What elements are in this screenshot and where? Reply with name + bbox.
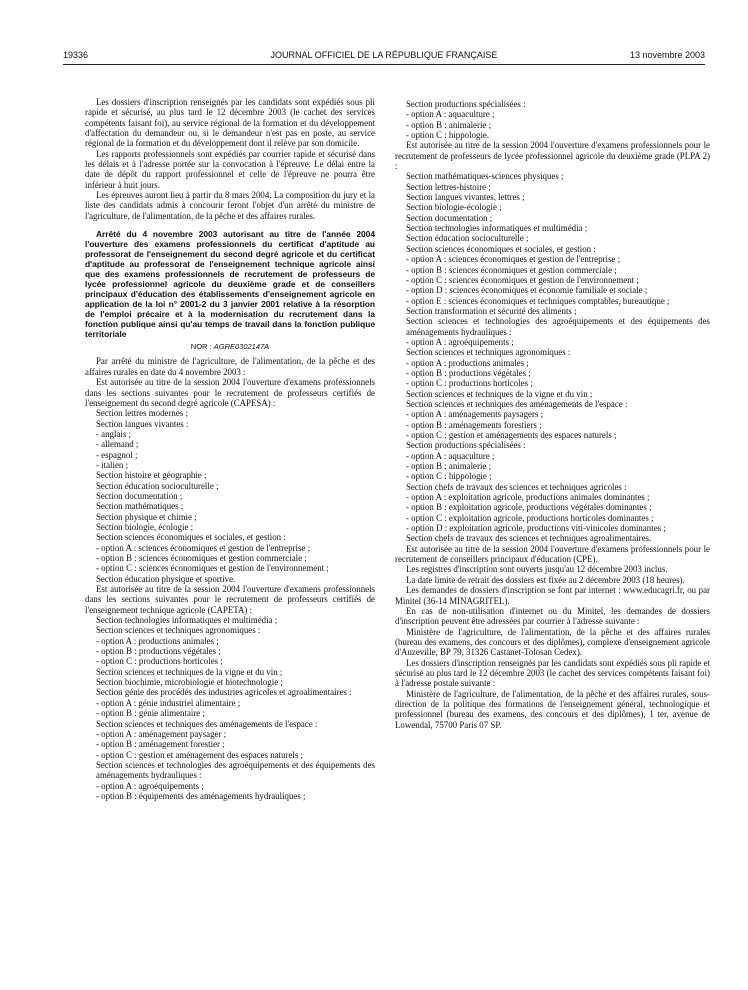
option-line: - option B : équipements des aménagements hydrauliques ; <box>96 790 306 801</box>
option-line: - option C : exploitation agricole, productions horticoles dominantes ; <box>406 512 654 523</box>
body-paragraph: Ministère de l'agriculture, de l'alimentation, de la pêche et des affaires rurales (bureau des examens, des concours et des diplômes), complexe d'enseignement agricole d'Auzeville, BP 79, 31326 Castanet-Tolosan Cedex). <box>395 626 710 658</box>
arrete-title: Arrêté du 4 novembre 2003 autorisant au titre de l'année 2004 l'ouverture des examens professionnels du certificat d'aptitude au professorat de l'enseignement du second degré agricole et du certificat d'aptitude au professorat de l'enseignement technique agricole ainsi que des examens professionnels de recrutement de professeurs de lycée professionnel agricole du deuxième grade et de conseillers principaux d'éducation des établissements d'enseignement agricole en application de la loi n° 2001-2 du 3 janvier 2001 relative à la résorption de l'emploi précaire et à la modernisation du recrutement dans la fonction publique ainsi qu'au temps de travail dans la fonction publique territoriale <box>85 229 375 340</box>
section-line: Section sciences et techniques des aménagements de l'espace : <box>96 718 318 729</box>
option-line: - option C : gestion et aménagement des espaces naturels ; <box>96 749 304 760</box>
option-line: - option A : exploitation agricole, productions animales dominantes ; <box>406 492 650 503</box>
section-line: Section sciences économiques et sociales, et gestion : <box>406 243 596 254</box>
section-line: Section mathématiques ; <box>96 501 184 512</box>
option-line: - option C : gestion et aménagements des espaces naturels ; <box>406 430 617 440</box>
option-line: - option B : animalerie ; <box>406 119 492 130</box>
body-paragraph: Est autorisée au titre de la session 2004 l'ouverture d'examens professionnels dans les sections suivantes pour le recrutement de professeurs certifiés de l'enseignement technique agricole (CAPETA) : <box>85 584 375 615</box>
section-line: Section éducation socioculturelle ; <box>96 480 219 491</box>
section-line: Section productions spécialisées : <box>406 440 526 451</box>
section-line: Section sciences et technologies des agroéquipements et des équipements des aménagements hydrauliques : <box>406 316 710 337</box>
section-line: Section sciences et techniques agronomiques : <box>96 625 261 636</box>
option-line: - option A : sciences économiques et gestion de l'entreprise ; <box>406 254 621 265</box>
body-paragraph: Ministère de l'agriculture, de l'alimentation, de la pêche et des affaires rurales, sous-direction de la politique des formations de l'enseignement général, technologique et professionnel (bureau des examens, des concours et des diplômes), 1 ter, avenue de Lowendal, 75700 Paris 07 SP. <box>395 688 710 730</box>
section-line: Section langues vivantes : <box>96 418 189 429</box>
option-line: - option B : productions végétales ; <box>406 367 531 378</box>
section-line: Section technologies informatiques et multimédia ; <box>406 223 588 234</box>
option-line: - option B : aménagements forestiers ; <box>406 419 542 430</box>
option-line: - option A : aménagements paysagers ; <box>406 409 544 420</box>
nor-reference <box>85 342 375 352</box>
option-line: - option B : animalerie ; <box>406 461 492 472</box>
issue-date: 13 novembre 2003 <box>629 50 705 60</box>
spacer <box>85 221 375 229</box>
body-paragraph: Est autorisée au titre de la session 2004 l'ouverture d'examens professionnels pour le recrutement de conseillers principaux d'éducation (CPE). <box>395 543 710 565</box>
option-line: - option B : aménagement forestier ; <box>96 739 225 750</box>
section-line: Section histoire et géographie ; <box>96 470 207 481</box>
section-line: Section chefs de travaux des sciences et techniques agroalimentaires. <box>406 533 652 544</box>
section-line: Section sciences économiques et sociales, et gestion : <box>96 532 286 543</box>
option-line: - option C : productions horticoles ; <box>406 378 533 389</box>
option-line: - option A : génie industriel alimentaire ; <box>96 697 241 708</box>
left-column <box>85 97 375 801</box>
nor-code: AGRE0302147A <box>213 342 270 352</box>
option-line: - option D : exploitation agricole, productions viti-vinicoles dominantes ; <box>406 523 666 534</box>
option-line: - option C : hippologie ; <box>406 471 492 482</box>
journal-title: JOURNAL OFFICIEL DE LA RÉPUBLIQUE FRANÇAISE <box>270 50 498 60</box>
intro-paragraph: Les rapports professionnels sont expédiés par courrier rapide et sécurisé dans les délais et à l'adresse portée sur la convocation à l'épreuve. Le délai entre la date de dépôt du rapport professionnel et celle de l'épreuve ne pourra être inférieur à huit jours. <box>85 148 375 190</box>
option-line: - option B : sciences économiques et gestion commerciale ; <box>96 553 307 563</box>
page-header <box>63 50 705 64</box>
section-line: Section chefs de travaux des sciences et techniques agricoles : <box>406 481 627 492</box>
body-paragraph: Les registres d'inscription sont ouverts jusqu'au 12 décembre 2003 inclus. <box>406 564 668 575</box>
option-line: - option E : sciences économiques et techniques comptables, bureautique ; <box>406 295 670 306</box>
section-line: Section sciences et technologies des agroéquipements et des équipements des aménagements hydrauliques : <box>96 759 375 781</box>
section-line: Section langues vivantes, lettres ; <box>406 192 525 203</box>
option-line: - option C : hippologie. <box>406 130 490 141</box>
option-line: - option C : productions horticoles ; <box>96 656 223 667</box>
left-body <box>85 356 375 801</box>
option-line: - option A : aquaculture ; <box>406 109 495 120</box>
option-line: - option A : aquaculture ; <box>406 450 495 461</box>
body-paragraph: Est autorisée au titre de la session 2004 l'ouverture d'examens professionnels pour le recrutement de professeurs de lycée professionnel agricole du deuxième grade (PLPA 2) : <box>395 140 710 172</box>
section-line: Section transformation et sécurité des aliments ; <box>406 305 577 316</box>
intro-paragraph: Les dossiers d'inscription renseignés par les candidats sont expédiés sous pli rapide et sécurisé, au plus tard le 12 décembre 2003 (le cachet des services compétents faisant foi), au service régional de la formation et du développement d'affectation du demandeur ou, si le demandeur n'est pas en poste, au service régional de la formation et du développement dont il relève par son domicile. <box>85 97 375 149</box>
option-line: - option A : agroéquipements ; <box>406 336 514 347</box>
section-line: Section mathématiques-sciences physiques ; <box>406 171 564 182</box>
option-line: - italien ; <box>96 459 129 470</box>
option-line: - option B : sciences économiques et gestion commerciale ; <box>406 264 617 275</box>
option-line: - option A : productions animales ; <box>406 357 529 368</box>
body-paragraph: Les demandes de dossiers d'inscription se font par internet : www.educagri.fr, ou par Minitel (36-14 MINAGRITEL). <box>395 585 710 606</box>
option-line: - allemand ; <box>96 439 139 450</box>
option-line: - option A : productions animales ; <box>96 635 219 646</box>
section-line: Section sciences et techniques de la vigne et du vin ; <box>406 388 593 399</box>
section-line: Section productions spécialisées : <box>406 99 526 109</box>
option-line: - option C : sciences économiques et gestion de l'environnement ; <box>96 563 329 574</box>
header-rule <box>63 64 705 65</box>
body-paragraph: La date limite de retrait des dossiers est fixée au 2 décembre 2003 (18 heures). <box>406 574 685 585</box>
option-line: - option B : génie alimentaire ; <box>96 708 205 719</box>
option-line: - option A : aménagement paysager ; <box>96 728 227 739</box>
option-line: - option D : sciences économiques et économie familiale et sociale ; <box>406 285 648 296</box>
section-line: Section physique et chimie ; <box>96 511 197 522</box>
option-line: - option C : sciences économiques et gestion de l'environnement ; <box>406 274 639 285</box>
option-line: - option B : productions végétales ; <box>96 646 221 657</box>
section-line: Section lettres-histoire ; <box>406 181 491 192</box>
nor-label: NOR : <box>190 342 212 352</box>
section-line: Section sciences et techniques agronomiques : <box>406 347 571 358</box>
page-number: 19336 <box>63 50 89 60</box>
body-paragraph: Est autorisée au titre de la session 2004 l'ouverture d'examens professionnels dans les sections suivantes pour le recrutement de professeurs certifiés de l'enseignement du second degré agricole (CAPESA) : <box>85 377 375 408</box>
section-line: Section éducation physique et sportive. <box>96 573 236 584</box>
section-line: Section technologies informatiques et multimédia ; <box>96 615 278 626</box>
body-paragraph: En cas de non-utilisation d'internet ou du Minitel, les demandes de dossiers d'inscription peuvent être adressées par courrier à l'adresse suivante : <box>395 605 710 627</box>
section-line: Section documentation ; <box>406 212 493 223</box>
section-line: Section biochimie, microbiologie et biotechnologie ; <box>96 677 283 688</box>
intro-paragraph: Les épreuves auront lieu à partir du 8 mars 2004. La composition du jury et la liste des candidats admis à concourir feront l'objet d'un arrêté du ministre de l'agriculture, de l'alimentation, de la pêche et des affaires rurales. <box>85 190 375 221</box>
section-line: Section génie des procédés des industries agricoles et agroalimentaires : <box>96 687 352 698</box>
option-line: - option B : exploitation agricole, productions végétales dominantes ; <box>406 502 652 513</box>
option-line: - option A : sciences économiques et gestion de l'entreprise ; <box>96 542 311 553</box>
section-line: Section lettres modernes ; <box>96 408 188 419</box>
option-line: - anglais ; <box>96 428 131 439</box>
option-line: - espagnol ; <box>96 449 138 460</box>
section-line: Section éducation socioculturelle ; <box>406 233 529 244</box>
body-paragraph: Par arrêté du ministre de l'agriculture, de l'alimentation, de la pêche et des affaires rurales en date du 4 novembre 2003 : <box>85 356 375 377</box>
section-line: Section sciences et techniques de la vigne et du vin ; <box>96 666 283 677</box>
section-line: Section biologie, écologie ; <box>96 521 194 532</box>
body-paragraph: Les dossiers d'inscription renseignés par les candidats sont expédiés sous pli rapide et sécurisé au plus tard le 12 décembre 2003 (le cachet des services compétents faisant foi) à l'adresse postale suivante : <box>395 657 710 689</box>
section-line: Section documentation ; <box>96 490 183 501</box>
right-body <box>395 99 710 730</box>
option-line: - option A : agroéquipements ; <box>96 780 204 791</box>
right-column <box>395 99 710 730</box>
section-line: Section sciences et techniques des aménagements de l'espace : <box>406 398 628 409</box>
section-line: Section biologie-écologie ; <box>406 202 502 213</box>
